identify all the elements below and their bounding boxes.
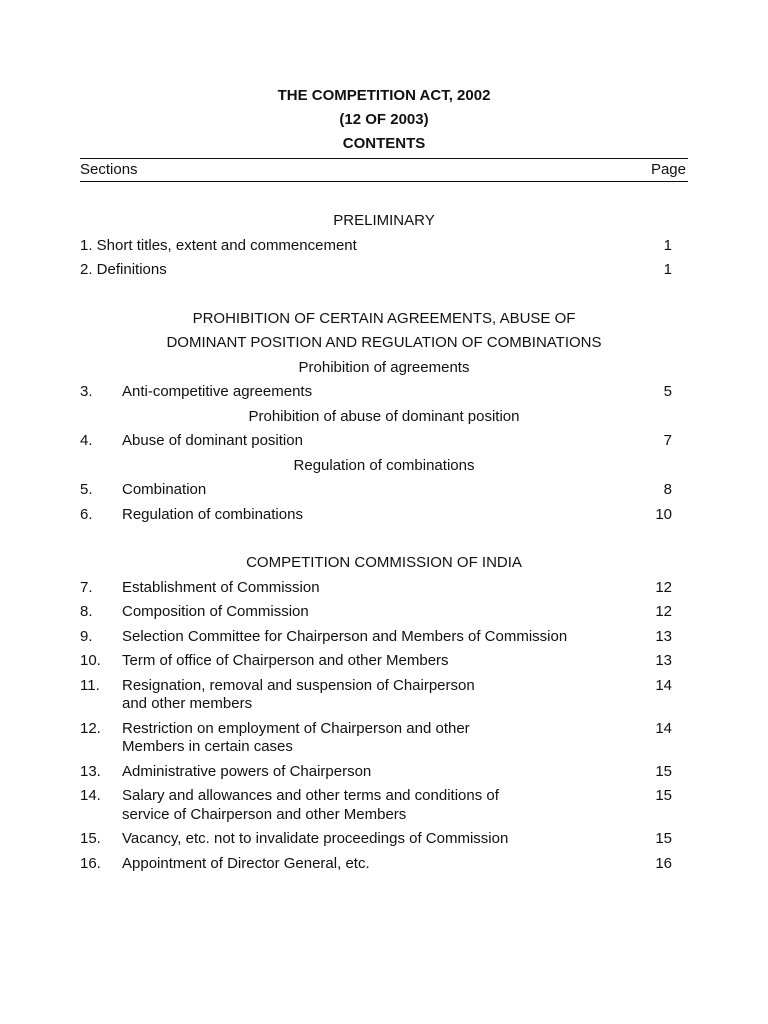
toc-entry-title <box>122 628 632 647</box>
toc-entry-title <box>122 603 632 622</box>
toc-entry-number: 7. <box>80 578 93 596</box>
act-number: (12 OF 2003) <box>339 111 429 128</box>
toc-entry-number: 4. <box>80 432 93 449</box>
toc-entry-title-line: Composition of Commission <box>122 603 309 620</box>
toc-entry[interactable] <box>80 429 688 454</box>
toc-entry-number: 6. <box>80 505 93 523</box>
toc-entry-page: 12 <box>655 603 672 620</box>
chapter-heading-line1: PROHIBITION OF CERTAIN AGREEMENTS, ABUSE OF <box>192 309 576 327</box>
toc-entry-title-line: Salary and allowances and other terms and conditions of <box>122 787 499 804</box>
toc-entry[interactable] <box>80 625 688 650</box>
toc-entry-page: 14 <box>655 676 672 694</box>
toc-entry[interactable] <box>80 760 688 785</box>
toc-entry-title-line: Restriction on employment of Chairperson and other <box>122 719 470 737</box>
toc-entry-title <box>122 787 632 824</box>
chapter-heading: COMPETITION COMMISSION OF INDIA <box>246 554 522 571</box>
act-title: THE COMPETITION ACT, 2002 <box>277 87 491 104</box>
toc-entry-number: 15. <box>80 830 101 847</box>
toc-entry-number: 9. <box>80 627 93 645</box>
toc-entry-title-line: Term of office of Chairperson and other Members <box>122 652 449 669</box>
toc-entry-title-line: Vacancy, etc. not to invalidate proceedings of Commission <box>122 830 509 847</box>
toc-entry[interactable] <box>80 380 688 405</box>
subheading: Regulation of combinations <box>293 456 475 474</box>
toc-entry[interactable] <box>80 600 688 625</box>
toc-entry-title: Abuse of dominant position <box>122 432 303 449</box>
toc-entry[interactable] <box>80 674 688 717</box>
toc-entry-number: 13. <box>80 762 101 780</box>
toc-entry-title-line: Establishment of Commission <box>122 578 320 596</box>
toc-entry-page: 14 <box>655 719 672 737</box>
toc-entry-number: 5. <box>80 481 93 498</box>
toc-entry-page: 1 <box>663 236 672 254</box>
toc-entry-page: 13 <box>655 627 672 645</box>
toc-entry-page: 1 <box>663 261 672 278</box>
toc-entry-number: 12. <box>80 719 101 737</box>
toc-entry-title: Anti-competitive agreements <box>122 383 313 400</box>
subheading: Prohibition of abuse of dominant position <box>248 407 520 425</box>
contents-page <box>80 84 688 876</box>
toc-entry-title: Combination <box>122 481 207 498</box>
toc-entry-page: 13 <box>655 652 672 669</box>
toc-entry-title <box>122 652 632 671</box>
toc-entry-number: 10. <box>80 652 101 669</box>
subheading: Prohibition of agreements <box>298 358 470 376</box>
toc-entry-page: 16 <box>655 854 672 872</box>
toc-entry-title-line: Members in certain cases <box>122 738 293 755</box>
toc-entry-page: 15 <box>655 787 672 804</box>
toc-entry-page: 12 <box>655 578 672 596</box>
toc-entry-title: Regulation of combinations <box>122 505 303 523</box>
toc-entry[interactable] <box>80 258 688 283</box>
contents-heading: CONTENTS <box>342 135 426 152</box>
toc-list <box>80 576 688 877</box>
toc-entry-number: 16. <box>80 854 101 872</box>
column-header-row <box>80 159 688 181</box>
toc-entry[interactable] <box>80 234 688 259</box>
toc-entry-title <box>122 830 632 849</box>
toc-entry[interactable] <box>80 784 688 827</box>
toc-entry-title-line: and other members <box>122 695 253 712</box>
toc-entry-title <box>122 855 632 874</box>
toc-entry-title-line: Appointment of Director General, etc. <box>122 854 370 872</box>
toc-entry-number: 11. <box>80 676 100 694</box>
toc-entry[interactable] <box>80 503 688 528</box>
toc-entry[interactable] <box>80 717 688 760</box>
toc-entry-title <box>122 579 632 598</box>
toc-entry-page: 15 <box>655 762 672 780</box>
toc-entry[interactable] <box>80 649 688 674</box>
toc-entry-number: 8. <box>80 603 93 620</box>
toc-entry-title-line: Resignation, removal and suspension of Chairperson <box>122 676 475 694</box>
toc-entry-title: 2. Definitions <box>80 261 167 278</box>
toc-entry-page: 8 <box>663 481 672 498</box>
page-column-label: Page <box>650 161 686 178</box>
toc-entry[interactable] <box>80 852 688 877</box>
toc-entry[interactable] <box>80 576 688 601</box>
toc-entry-title: 1. Short titles, extent and commencement <box>80 236 357 254</box>
chapter-heading-line2: DOMINANT POSITION AND REGULATION OF COMBINATIONS <box>166 334 602 351</box>
toc-entry-number: 3. <box>80 383 93 400</box>
sections-column-label: Sections <box>80 161 138 178</box>
toc-entry[interactable] <box>80 478 688 503</box>
toc-entry-title-line: service of Chairperson and other Members <box>122 805 407 823</box>
toc-entry-page: 10 <box>655 505 672 523</box>
toc-entry-page: 5 <box>663 383 672 400</box>
toc-entry-number: 14. <box>80 787 101 804</box>
toc-entry[interactable] <box>80 827 688 852</box>
toc-entry-title <box>122 720 632 757</box>
preliminary-heading: PRELIMINARY <box>333 212 435 229</box>
toc-entry-title <box>122 677 632 714</box>
toc-entry-page: 15 <box>655 830 672 847</box>
toc-entry-title <box>122 763 632 782</box>
toc-entry-page: 7 <box>663 432 672 449</box>
toc-entry-title-line: Selection Committee for Chairperson and Members of Commission <box>122 627 568 645</box>
toc-entry-title-line: Administrative powers of Chairperson <box>122 762 372 780</box>
